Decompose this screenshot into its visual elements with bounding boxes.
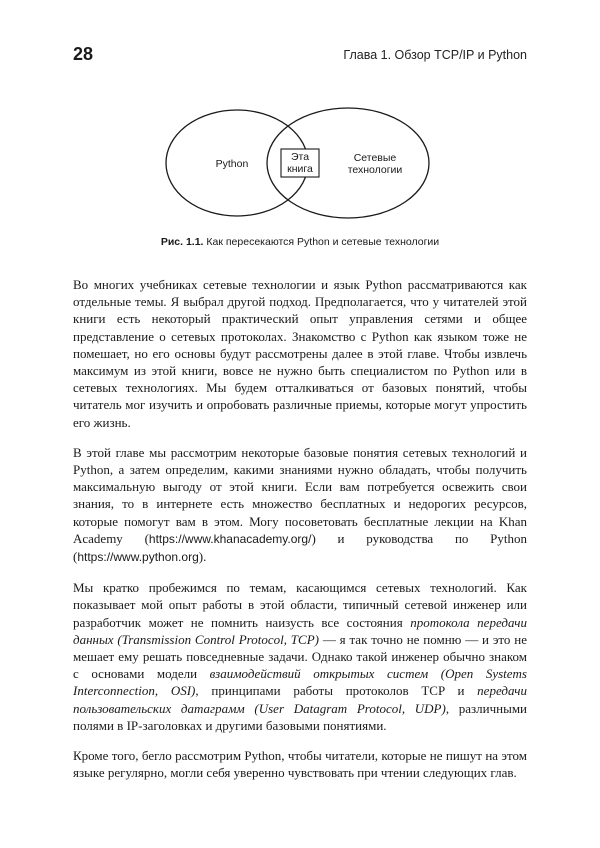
paragraph-2-text-b: ) и руководства по Python ( [73, 530, 528, 565]
figure-caption [0, 236, 600, 248]
python-label: Python [215, 158, 249, 170]
paragraph-3-text-d: , различными полями в IP-заголовках и другими базовыми понятиями. [73, 700, 528, 733]
caption-text: Как пересекаются Python и сетевые технологии [206, 236, 440, 248]
paragraph-3-text-a: Мы кратко пробежимся по темам, касающимся сетевых технологий. Как показывает мой опыт работы в этой области, типичный сетевой инженер или разработчик может не помнить наизусть все состояния [73, 580, 527, 630]
paragraph-3-text-c: , принципами работы протоколов TCP и [195, 683, 478, 699]
caption-label: Рис. 1.1. [160, 236, 204, 248]
udp-term: передачи пользовательских датаграмм (User Datagram Protocol, UDP) [73, 683, 527, 716]
osi-term: взаимодействий открытых систем (Open Systems Interconnection, OSI) [73, 666, 527, 699]
body-text [73, 276, 527, 794]
paragraph-1: Во многих учебниках сетевые технологии и язык Python рассматриваются как отдельные темы. Я выбрал другой подход. Предполагается, что у читателей этой книги есть некоторый практический опыт управления сетями и общее представление о сетевых протоколах. Знакомство с Python как языком тоже не помешает, но его основы будут рассмотрены далее в этой главе. Чтобы извлечь максимум из этой книги, вовсе не нужно быть специалистом по Python или в сетевых технологиях. Мы будем отталкиваться от базовых понятий, чтобы читатель мог изучить и опробовать различные приемы, которые могут упростить его жизнь. [73, 277, 527, 430]
paragraph-4: Кроме того, бегло рассмотрим Python, чтобы читатели, которые не пишут на этом языке регулярно, могли себя уверенно чувствовать при чтении следующих глав. [73, 748, 527, 781]
paragraph-3 [73, 579, 527, 734]
paragraph-2 [73, 444, 527, 566]
networking-label-line1: Сетевые [353, 152, 397, 164]
networking-label-line2: технологии [347, 164, 403, 176]
this-book-label-line2: книга [287, 163, 313, 175]
khan-academy-url: https://www.khanacademy.org/ [148, 531, 312, 546]
chapter-title: Глава 1. Обзор TCP/IP и Python [343, 48, 527, 62]
paragraph-2-text-a: В этой главе мы рассмотрим некоторые базовые понятия сетевых технологий и Python, а затем определим, какими знаниями нужно обладать, чтобы получить максимальную выгоду от этой книги. Если вам потребуется освежить свои знания, то в интернете есть множество бесплатных и недорогих ресурсов, которые помогут вам в этом. Могу посоветовать бесплатные лекции на Khan Academy ( [73, 444, 527, 546]
page-number: 28 [73, 44, 94, 64]
python-org-url: https://www.python.org [77, 550, 199, 565]
page-header [73, 44, 527, 68]
paragraph-2-text-c: ). [198, 549, 207, 565]
this-book-label-line1: Эта [290, 151, 310, 163]
tcp-term: протокола передачи данных (Transmission Control Protocol, TCP) [73, 614, 527, 647]
paragraph-3-text-b: — я так точно не помню — и это не мешает ему решать повседневные задачи. Однако такой инженер обычно знаком с основами модели [73, 631, 527, 682]
